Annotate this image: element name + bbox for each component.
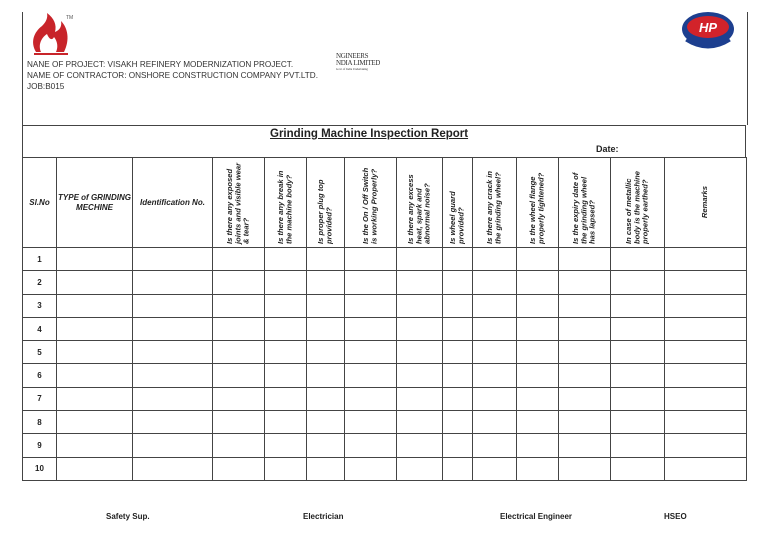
table-cell[interactable]	[213, 434, 265, 457]
table-cell[interactable]	[265, 387, 307, 410]
table-cell[interactable]	[559, 341, 611, 364]
table-cell[interactable]	[345, 411, 397, 434]
table-row	[23, 317, 747, 340]
table-cell[interactable]	[307, 317, 345, 340]
table-cell[interactable]	[473, 294, 517, 317]
hp-logo	[680, 10, 736, 52]
header-break-in-body: Is there any break in the machine body?	[265, 158, 307, 248]
table-cell[interactable]	[611, 457, 665, 480]
job-line: JOB:B015	[27, 82, 65, 91]
table-cell[interactable]	[397, 457, 443, 480]
table-cell[interactable]	[133, 248, 213, 271]
table-cell[interactable]	[213, 271, 265, 294]
trademark-mark: TM	[66, 15, 74, 21]
table-cell[interactable]	[133, 271, 213, 294]
table-row	[23, 387, 747, 410]
table-cell[interactable]	[133, 434, 213, 457]
table-row	[23, 294, 747, 317]
table-cell[interactable]	[665, 248, 747, 271]
table-cell[interactable]	[473, 457, 517, 480]
table-cell[interactable]	[473, 364, 517, 387]
table-row	[23, 341, 747, 364]
table-row	[23, 364, 747, 387]
table-cell[interactable]	[611, 411, 665, 434]
header-wheel-flange: Is the wheel flange properly tightened?	[517, 158, 559, 248]
table-cell[interactable]	[265, 248, 307, 271]
table-cell[interactable]	[133, 387, 213, 410]
hp-logo-text: HP	[698, 20, 718, 35]
eil-flame-logo	[28, 12, 74, 56]
header-exposed-joints: Is there any exposed joints and visible wear & tear?	[213, 158, 265, 248]
row-number: 9	[23, 434, 57, 457]
table-cell[interactable]	[345, 434, 397, 457]
table-cell[interactable]	[665, 317, 747, 340]
header-wheel-crack: Is there any crack in the grinding wheel?	[473, 158, 517, 248]
report-title: Grinding Machine Inspection Report	[270, 128, 469, 140]
header-on-off-switch: Is the On / Off Switch is working Properly?	[345, 158, 397, 248]
table-cell[interactable]	[345, 317, 397, 340]
row-number: 1	[23, 248, 57, 271]
table-cell[interactable]	[665, 271, 747, 294]
header-grinding-type: TYPE of GRINDING MECHINE	[57, 158, 133, 248]
table-cell[interactable]	[559, 411, 611, 434]
table-cell[interactable]	[473, 317, 517, 340]
header-wheel-guard: Is wheel guard provided?	[443, 158, 473, 248]
table-cell[interactable]	[57, 434, 133, 457]
table-cell[interactable]	[133, 317, 213, 340]
header-expiry-date: Is the expiry date of the grinding wheel has lapsed?	[559, 158, 611, 248]
table-cell[interactable]	[611, 434, 665, 457]
table-cell[interactable]	[611, 248, 665, 271]
table-cell[interactable]	[57, 364, 133, 387]
row-number: 10	[23, 457, 57, 480]
table-row	[23, 248, 747, 271]
table-cell[interactable]	[517, 364, 559, 387]
table-cell[interactable]	[265, 294, 307, 317]
table-cell[interactable]	[517, 294, 559, 317]
signature-safety-supervisor: Safety Sup.	[106, 512, 150, 521]
table-cell[interactable]	[443, 411, 473, 434]
header-excess-heat: Is there any excess heat, spark and abnormal noise?	[397, 158, 443, 248]
table-cell[interactable]	[559, 317, 611, 340]
table-cell[interactable]	[345, 457, 397, 480]
table-cell[interactable]	[559, 364, 611, 387]
project-info	[27, 59, 318, 92]
table-cell[interactable]	[345, 387, 397, 410]
header-remarks: Remarks	[665, 158, 747, 248]
table-cell[interactable]	[443, 457, 473, 480]
eil-logo-line3: Govt of India Undertaking	[336, 67, 368, 71]
table-cell[interactable]	[57, 387, 133, 410]
table-cell[interactable]	[397, 411, 443, 434]
eil-logo-line2: NDIA LIMITED	[336, 59, 381, 67]
table-cell[interactable]	[265, 341, 307, 364]
table-cell[interactable]	[397, 341, 443, 364]
table-cell[interactable]	[517, 317, 559, 340]
signature-hseo: HSEO	[664, 512, 687, 521]
table-row	[23, 457, 747, 480]
header-plug-top: Is proper plug top provided?	[307, 158, 345, 248]
inspection-table	[22, 157, 747, 481]
table-cell[interactable]	[443, 317, 473, 340]
table-cell[interactable]	[397, 364, 443, 387]
table-cell[interactable]	[57, 248, 133, 271]
table-cell[interactable]	[473, 434, 517, 457]
table-cell[interactable]	[397, 271, 443, 294]
table-cell[interactable]	[213, 294, 265, 317]
table-row	[23, 411, 747, 434]
table-cell[interactable]	[57, 411, 133, 434]
table-cell[interactable]	[517, 457, 559, 480]
row-number: 2	[23, 271, 57, 294]
table-cell[interactable]	[443, 341, 473, 364]
table-cell[interactable]	[213, 411, 265, 434]
table-cell[interactable]	[443, 294, 473, 317]
table-row	[23, 271, 747, 294]
table-cell[interactable]	[473, 271, 517, 294]
table-cell[interactable]	[133, 294, 213, 317]
table-row	[23, 434, 747, 457]
eil-logo-line1: NGINEERS	[336, 52, 369, 60]
table-cell[interactable]	[213, 457, 265, 480]
table-cell[interactable]	[307, 457, 345, 480]
table-cell[interactable]	[397, 434, 443, 457]
table-cell[interactable]	[611, 387, 665, 410]
table-cell[interactable]	[133, 364, 213, 387]
table-cell[interactable]	[213, 341, 265, 364]
table-cell[interactable]	[665, 341, 747, 364]
table-cell[interactable]	[611, 271, 665, 294]
table-cell[interactable]	[559, 434, 611, 457]
table-cell[interactable]	[265, 457, 307, 480]
row-number: 3	[23, 294, 57, 317]
table-cell[interactable]	[665, 457, 747, 480]
table-cell[interactable]	[213, 364, 265, 387]
table-cell[interactable]	[443, 387, 473, 410]
row-number: 8	[23, 411, 57, 434]
table-cell[interactable]	[307, 411, 345, 434]
table-cell[interactable]	[517, 434, 559, 457]
table-cell[interactable]	[397, 248, 443, 271]
table-cell[interactable]	[559, 248, 611, 271]
table-cell[interactable]	[611, 294, 665, 317]
table-cell[interactable]	[307, 248, 345, 271]
table-cell[interactable]	[57, 271, 133, 294]
table-cell[interactable]	[345, 364, 397, 387]
table-cell[interactable]	[517, 387, 559, 410]
row-number: 7	[23, 387, 57, 410]
table-cell[interactable]	[307, 387, 345, 410]
table-cell[interactable]	[345, 271, 397, 294]
table-cell[interactable]	[265, 434, 307, 457]
table-cell[interactable]	[265, 271, 307, 294]
table-cell[interactable]	[443, 271, 473, 294]
table-cell[interactable]	[473, 248, 517, 271]
row-number: 6	[23, 364, 57, 387]
table-cell[interactable]	[473, 411, 517, 434]
signature-electrical-engineer: Electrical Engineer	[500, 512, 573, 521]
table-cell[interactable]	[665, 364, 747, 387]
table-cell[interactable]	[665, 387, 747, 410]
table-cell[interactable]	[559, 271, 611, 294]
table-cell[interactable]	[133, 341, 213, 364]
table-cell[interactable]	[559, 387, 611, 410]
table-cell[interactable]	[213, 387, 265, 410]
table-cell[interactable]	[57, 317, 133, 340]
table-cell[interactable]	[611, 341, 665, 364]
table-cell[interactable]	[307, 341, 345, 364]
table-cell[interactable]	[517, 411, 559, 434]
table-cell[interactable]	[665, 294, 747, 317]
table-cell[interactable]	[397, 294, 443, 317]
table-cell[interactable]	[517, 271, 559, 294]
table-cell[interactable]	[307, 434, 345, 457]
header-earthed: In case of metallic body is the machine properly earthed?	[611, 158, 665, 248]
header-sl-no: Sl.No	[23, 158, 57, 248]
table-cell[interactable]	[57, 457, 133, 480]
table-cell[interactable]	[265, 317, 307, 340]
header-identification: Identification No.	[133, 158, 213, 248]
table-cell[interactable]	[307, 271, 345, 294]
table-cell[interactable]	[397, 317, 443, 340]
table-cell[interactable]	[133, 411, 213, 434]
table-cell[interactable]	[265, 411, 307, 434]
table-cell[interactable]	[345, 341, 397, 364]
row-number: 5	[23, 341, 57, 364]
table-cell[interactable]	[559, 457, 611, 480]
contractor-line: NAME OF CONTRACTOR: ONSHORE CONSTRUCTION COMPANY PVT.LTD.	[27, 71, 318, 80]
engineers-india-logo	[336, 53, 390, 72]
table-cell[interactable]	[611, 317, 665, 340]
table-cell[interactable]	[443, 434, 473, 457]
project-name-line: NANE OF PROJECT: VISAKH REFINERY MODERNIZATION PROJECT.	[27, 60, 294, 69]
table-cell[interactable]	[517, 341, 559, 364]
table-cell[interactable]	[443, 364, 473, 387]
table-cell[interactable]	[473, 387, 517, 410]
table-cell[interactable]	[517, 248, 559, 271]
table-cell[interactable]	[443, 248, 473, 271]
table-cell[interactable]	[57, 294, 133, 317]
table-cell[interactable]	[265, 364, 307, 387]
table-cell[interactable]	[213, 317, 265, 340]
table-cell[interactable]	[473, 341, 517, 364]
table-cell[interactable]	[611, 364, 665, 387]
table-cell[interactable]	[397, 387, 443, 410]
table-cell[interactable]	[345, 248, 397, 271]
table-cell[interactable]	[213, 248, 265, 271]
signature-electrician: Electrician	[303, 512, 344, 521]
date-label: Date:	[596, 144, 619, 154]
row-number: 4	[23, 317, 57, 340]
table-cell[interactable]	[133, 457, 213, 480]
table-cell[interactable]	[307, 364, 345, 387]
table-header-row	[23, 158, 747, 248]
table-cell[interactable]	[665, 434, 747, 457]
table-cell[interactable]	[345, 294, 397, 317]
table-cell[interactable]	[665, 411, 747, 434]
table-cell[interactable]	[559, 294, 611, 317]
table-cell[interactable]	[307, 294, 345, 317]
table-cell[interactable]	[57, 341, 133, 364]
